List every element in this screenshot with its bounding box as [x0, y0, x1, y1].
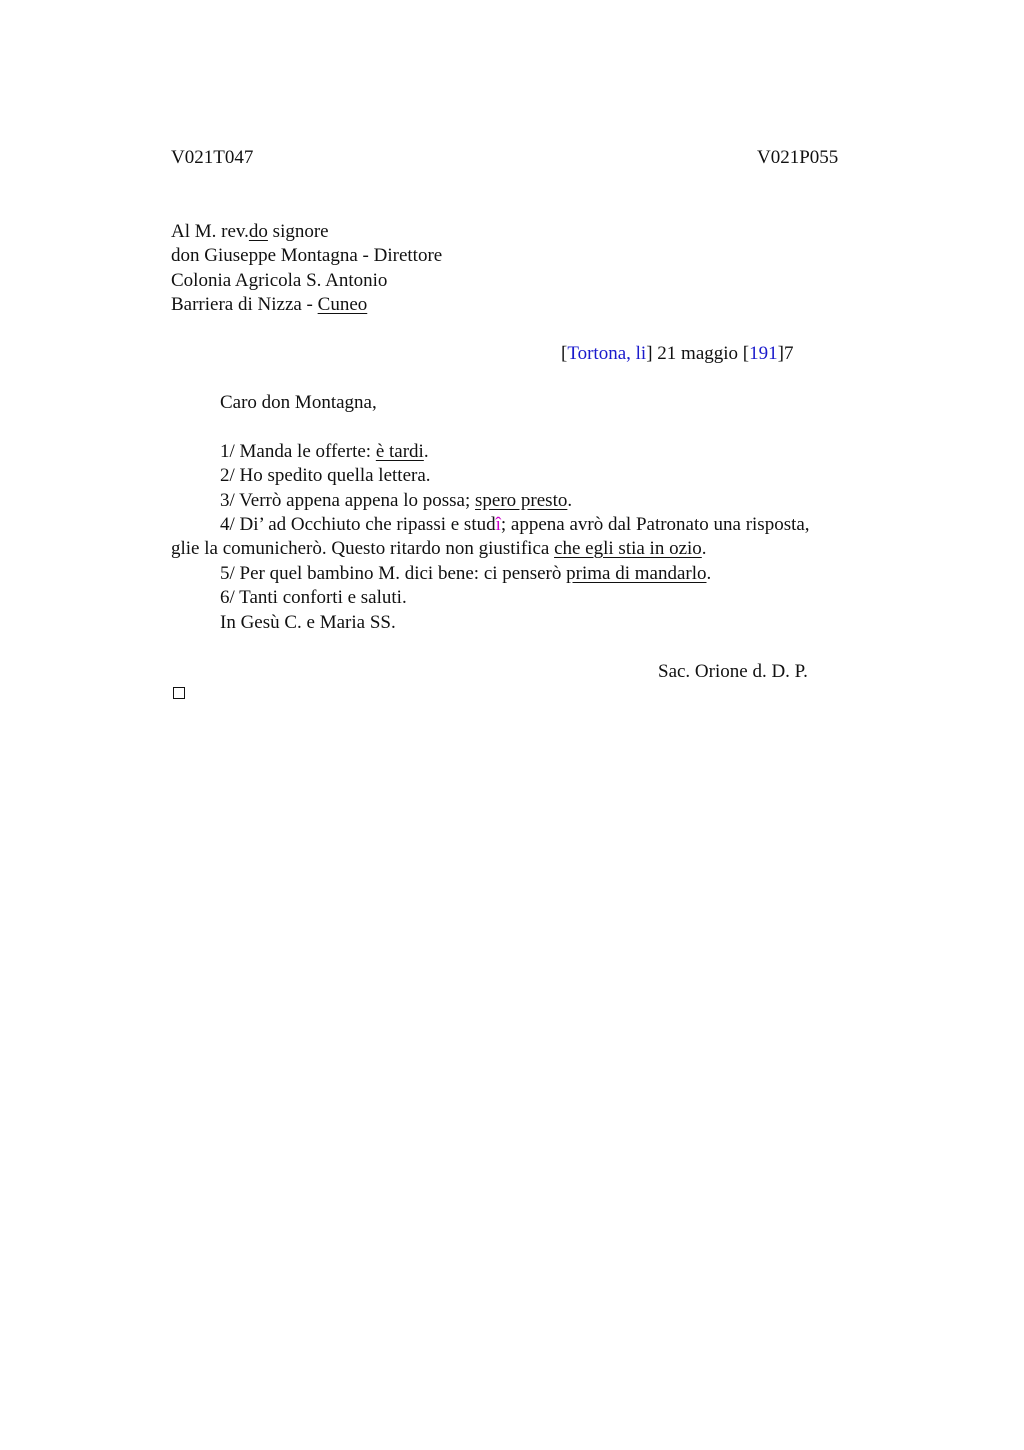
list-item: 6/ Tanti conforti e saluti.	[220, 587, 407, 608]
list-item: 5/ Per quel bambino M. dici bene: ci penserò prima di mandarlo.	[220, 563, 712, 584]
signature: Sac. Orione d. D. P.	[658, 661, 808, 682]
address-line-4: Barriera di Nizza - Cuneo	[171, 294, 368, 315]
address-line-2: don Giuseppe Montagna - Direttore	[171, 245, 443, 266]
list-item: 3/ Verrò appena appena lo possa; spero presto.	[220, 490, 573, 511]
address-line-3: Colonia Agricola S. Antonio	[171, 270, 388, 291]
document-code-left: V021T047	[171, 147, 254, 168]
closing-line: In Gesù C. e Maria SS.	[220, 612, 396, 633]
document-code-right: V021P055	[757, 147, 839, 168]
list-item: 2/ Ho spedito quella lettera.	[220, 465, 431, 486]
list-item-continuation: glie la comunicherò. Questo ritardo non giustifica che egli stia in ozio.	[171, 538, 707, 559]
list-item: 4/ Di’ ad Occhiuto che ripassi e studî; appena avrò dal Patronato una risposta,	[220, 514, 810, 535]
salutation: Caro don Montagna,	[220, 392, 377, 413]
end-marker-box-icon	[173, 687, 185, 699]
letter-date: [Tortona, li] 21 maggio [191]7	[561, 343, 794, 364]
list-item: 1/ Manda le offerte: è tardi.	[220, 441, 429, 462]
address-line-1: Al M. rev.do signore	[171, 221, 329, 242]
